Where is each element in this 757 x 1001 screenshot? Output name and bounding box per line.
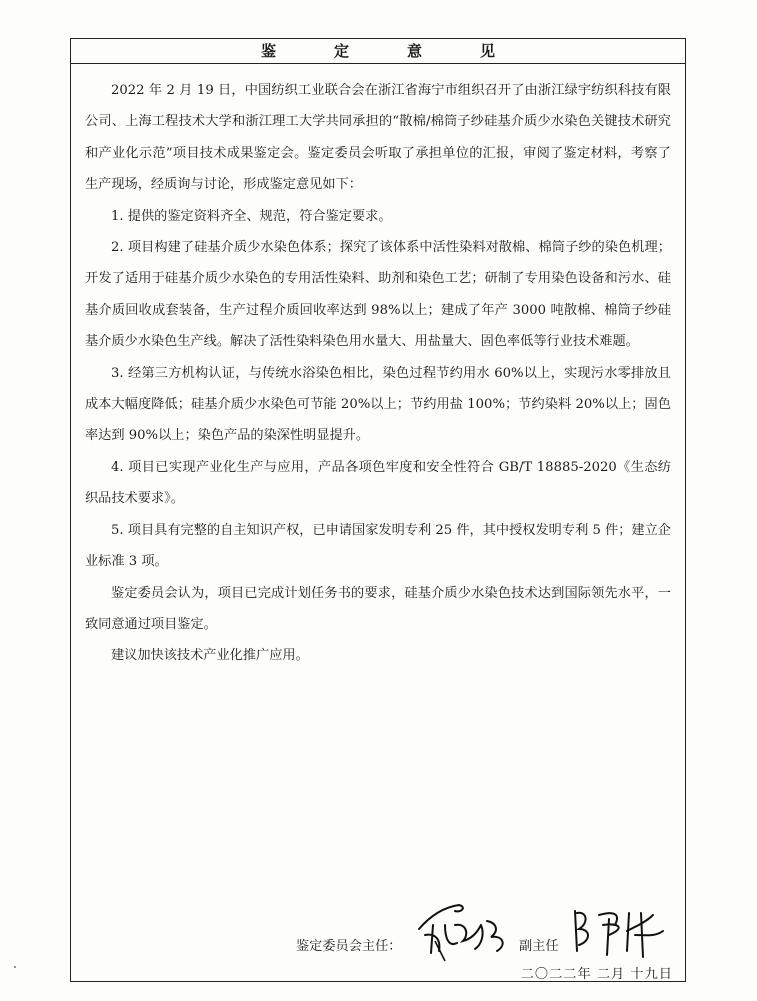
paragraph-conclusion: 鉴定委员会认为，项目已完成计划任务书的要求，硅基介质少水染色技术达到国际领先水平，一致同意通过项目鉴定。 (85, 585, 671, 632)
vice-chair-label: 副主任 (519, 939, 559, 954)
paragraph-item-1: 1. 提供的鉴定资料齐全、规范，符合鉴定要求。 (111, 208, 392, 224)
paragraph-recommendation: 建议加快该技术产业化推广应用。 (111, 648, 309, 664)
scan-speck (14, 966, 16, 968)
vice-chair-signature-icon (569, 901, 669, 961)
appraisal-frame (70, 38, 686, 982)
paragraph-intro: 2022 年 2 月 19 日，中国纺织工业联合会在浙江省海宁市组织召开了由浙江绿宇纺织科技有限公司、上海工程技术大学和浙江理工大学共同承担的“散棉/棉筒子纱硅基介质少水染色关键技术研究和产业化示范”项目技术成果鉴定会。鉴定委员会听取了承担单位的汇报，审阅了鉴定材料，考察了生产现场，经质询与讨论，形成鉴定意见如下： (85, 83, 671, 193)
signing-date: 二〇二二年 二月 十九日 (520, 967, 673, 982)
chair-label: 鉴定委员会主任： (296, 939, 402, 954)
paragraph-item-2: 2. 项目构建了硅基介质少水染色体系；探究了该体系中活性染料对散棉、棉筒子纱的染色机理；开发了适用于硅基介质少水染色的专用活性染料、助剂和染色工艺；研制了专用染色设备和污水、硅基介质回收成套装备，生产过程介质回收率达到 98%以上；建成了年产 3000 吨散棉、棉筒子纱硅基介质少水染色生产线。解决了活性染料染色用水量大、用盐量大、固色率低等行业技术难题。 (85, 240, 671, 350)
signature-block (71, 889, 685, 982)
paragraph-item-5: 5. 项目具有完整的自主知识产权，已申请国家发明专利 25 件，其中授权发明专利 5 件；建立企业标准 3 项。 (85, 522, 671, 570)
chair-signature-icon (411, 895, 519, 965)
page-title: 鉴定意见 (71, 39, 685, 64)
paragraph-item-4: 4. 项目已实现产业化生产与应用，产品各项色牢度和安全性符合 GB/T 18885-2020《生态纺织品技术要求》。 (85, 459, 671, 507)
paragraph-item-3: 3. 经第三方机构认证，与传统水浴染色相比，染色过程节约用水 60%以上，实现污水零排放且成本大幅度降低；硅基介质少水染色可节能 20%以上；节约用盐 100%；节约染料 20%以上；固色率达到 90%以上；染色产品的染深性明显提升。 (85, 365, 671, 444)
appraisal-body (85, 75, 671, 672)
